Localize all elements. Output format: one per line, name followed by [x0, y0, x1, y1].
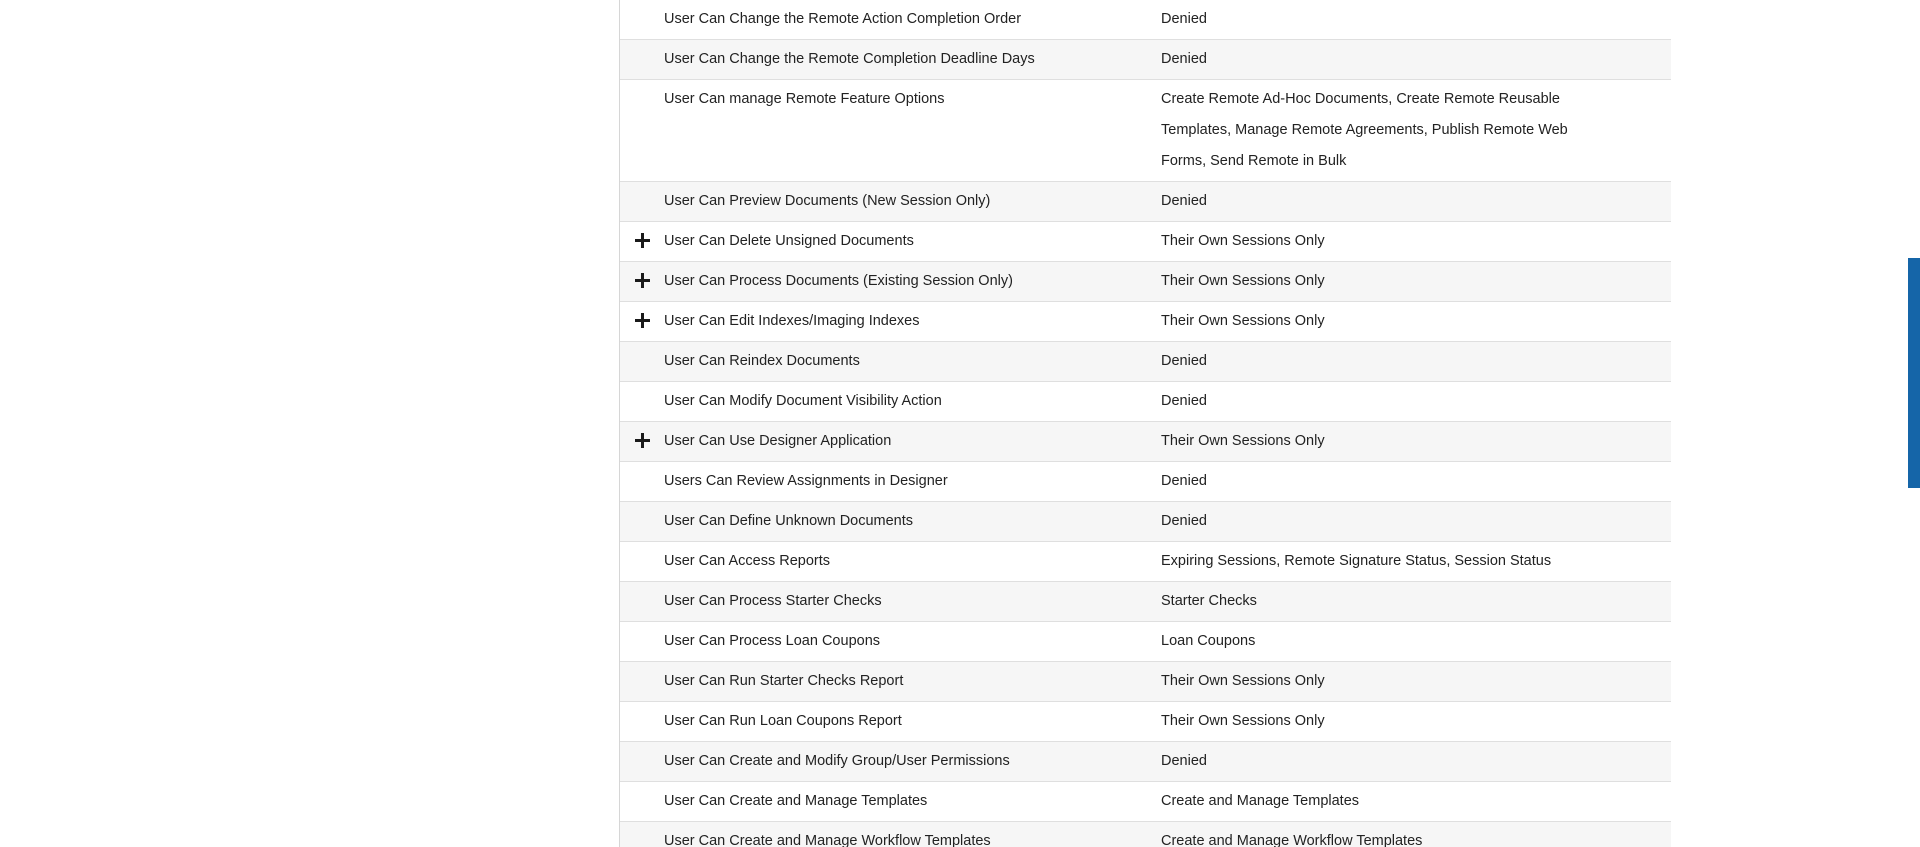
- permission-name: Users Can Review Assignments in Designer: [664, 473, 948, 489]
- permission-name: User Can Change the Remote Completion Deadline Days: [664, 51, 1035, 67]
- table-row[interactable]: [620, 262, 1672, 302]
- permissions-table: [619, 0, 1673, 847]
- row-expand-cell: [620, 582, 664, 593]
- permission-value: [1161, 742, 1672, 781]
- plus-icon[interactable]: [635, 433, 650, 448]
- permission-value: [1161, 662, 1672, 701]
- table-row[interactable]: [620, 80, 1672, 182]
- row-expand-cell: [620, 662, 664, 673]
- row-expand-cell: [620, 40, 664, 51]
- vertical-scrollbar-thumb[interactable]: [1908, 258, 1920, 488]
- permission-value-line: Create and Manage Workflow Templates: [1161, 833, 1423, 847]
- permission-value-line: Denied: [1161, 753, 1207, 769]
- permission-value: [1161, 342, 1672, 381]
- row-expand-cell: [620, 742, 664, 753]
- permission-value: [1161, 382, 1672, 421]
- permission-name: User Can Use Designer Application: [664, 433, 892, 449]
- table-row[interactable]: [620, 582, 1672, 622]
- permission-value-line: Expiring Sessions, Remote Signature Status, Session Status: [1161, 553, 1552, 569]
- row-expand-cell: [620, 822, 664, 833]
- table-row[interactable]: [620, 222, 1672, 262]
- permission-name: User Can Reindex Documents: [664, 353, 860, 369]
- table-row[interactable]: [620, 662, 1672, 702]
- table-row[interactable]: [620, 182, 1672, 222]
- permission-value: [1161, 702, 1672, 741]
- table-row[interactable]: [620, 422, 1672, 462]
- permission-name: User Can Process Documents (Existing Session Only): [664, 273, 1013, 289]
- row-expand-cell[interactable]: [620, 262, 664, 288]
- row-expand-cell[interactable]: [620, 422, 664, 448]
- permission-value: [1161, 262, 1672, 301]
- permission-name: User Can Process Starter Checks: [664, 593, 882, 609]
- row-expand-cell: [620, 542, 664, 553]
- permission-value-line: Templates, Manage Remote Agreements, Publish Remote Web: [1161, 122, 1568, 138]
- permission-name: User Can Run Starter Checks Report: [664, 673, 904, 689]
- plus-icon[interactable]: [635, 313, 650, 328]
- permission-value: [1161, 0, 1672, 39]
- table-row[interactable]: [620, 782, 1672, 822]
- row-expand-cell[interactable]: [620, 302, 664, 328]
- permission-name: User Can Create and Modify Group/User Permissions: [664, 753, 1010, 769]
- permission-value: [1161, 622, 1672, 661]
- permission-value: [1161, 542, 1672, 581]
- plus-icon[interactable]: [635, 233, 650, 248]
- table-row[interactable]: [620, 382, 1672, 422]
- row-expand-cell: [620, 0, 664, 11]
- permission-name: User Can Process Loan Coupons: [664, 633, 881, 649]
- table-row[interactable]: [620, 622, 1672, 662]
- table-row[interactable]: [620, 542, 1672, 582]
- table-row[interactable]: [620, 342, 1672, 382]
- permission-name: User Can Edit Indexes/Imaging Indexes: [664, 313, 920, 329]
- permission-value-line: Denied: [1161, 193, 1207, 209]
- permission-name: User Can Access Reports: [664, 553, 831, 569]
- permission-value-line: Their Own Sessions Only: [1161, 673, 1325, 689]
- row-expand-cell: [620, 782, 664, 793]
- permission-value-line: Denied: [1161, 51, 1207, 67]
- permission-name: User Can Create and Manage Workflow Templates: [664, 833, 991, 847]
- plus-icon[interactable]: [635, 273, 650, 288]
- permission-name: User Can Change the Remote Action Completion Order: [664, 11, 1022, 27]
- table-row[interactable]: [620, 502, 1672, 542]
- permission-name: User Can Preview Documents (New Session Only): [664, 193, 991, 209]
- permission-value: [1161, 222, 1672, 261]
- permission-value: [1161, 182, 1672, 221]
- permission-value-line: Create Remote Ad-Hoc Documents, Create Remote Reusable: [1161, 91, 1560, 107]
- permission-value-line: Denied: [1161, 353, 1207, 369]
- permission-value-line: Create and Manage Templates: [1161, 793, 1360, 809]
- permission-value-line: Forms, Send Remote in Bulk: [1161, 153, 1347, 169]
- permission-name: User Can Delete Unsigned Documents: [664, 233, 914, 249]
- table-row[interactable]: [620, 462, 1672, 502]
- permission-value: [1161, 40, 1672, 79]
- permission-value-line: Denied: [1161, 473, 1207, 489]
- permission-value: [1161, 822, 1672, 847]
- table-row[interactable]: [620, 40, 1672, 80]
- permission-value-line: Denied: [1161, 513, 1207, 529]
- permission-value-line: Their Own Sessions Only: [1161, 433, 1325, 449]
- table-row[interactable]: [620, 0, 1672, 40]
- permission-value-line: Denied: [1161, 393, 1207, 409]
- permission-value: [1161, 302, 1672, 341]
- permission-value: [1161, 782, 1672, 821]
- permission-value: [1161, 80, 1672, 181]
- permission-value: [1161, 502, 1672, 541]
- permission-value: [1161, 422, 1672, 461]
- permission-value: [1161, 582, 1672, 621]
- row-expand-cell: [620, 382, 664, 393]
- table-row[interactable]: [620, 822, 1672, 847]
- permission-value-line: Their Own Sessions Only: [1161, 273, 1325, 289]
- row-expand-cell: [620, 342, 664, 353]
- permission-name: User Can Run Loan Coupons Report: [664, 713, 902, 729]
- table-row[interactable]: [620, 702, 1672, 742]
- row-expand-cell: [620, 462, 664, 473]
- row-expand-cell[interactable]: [620, 222, 664, 248]
- permission-name: User Can Create and Manage Templates: [664, 793, 928, 809]
- permission-value-line: Loan Coupons: [1161, 633, 1256, 649]
- permission-name: User Can manage Remote Feature Options: [664, 91, 945, 107]
- row-expand-cell: [620, 702, 664, 713]
- permission-value-line: Their Own Sessions Only: [1161, 233, 1325, 249]
- permission-value-line: Their Own Sessions Only: [1161, 713, 1325, 729]
- permission-name: User Can Modify Document Visibility Action: [664, 393, 942, 409]
- permission-name: User Can Define Unknown Documents: [664, 513, 914, 529]
- permission-value-line: Denied: [1161, 11, 1207, 27]
- row-expand-cell: [620, 622, 664, 633]
- permission-value-line: Starter Checks: [1161, 593, 1257, 609]
- row-expand-cell: [620, 80, 664, 91]
- row-expand-cell: [620, 182, 664, 193]
- permission-value: [1161, 462, 1672, 501]
- table-row[interactable]: [620, 302, 1672, 342]
- left-gutter: [0, 0, 619, 847]
- row-expand-cell: [620, 502, 664, 513]
- right-gutter: [1671, 0, 1920, 847]
- permission-value-line: Their Own Sessions Only: [1161, 313, 1325, 329]
- table-row[interactable]: [620, 742, 1672, 782]
